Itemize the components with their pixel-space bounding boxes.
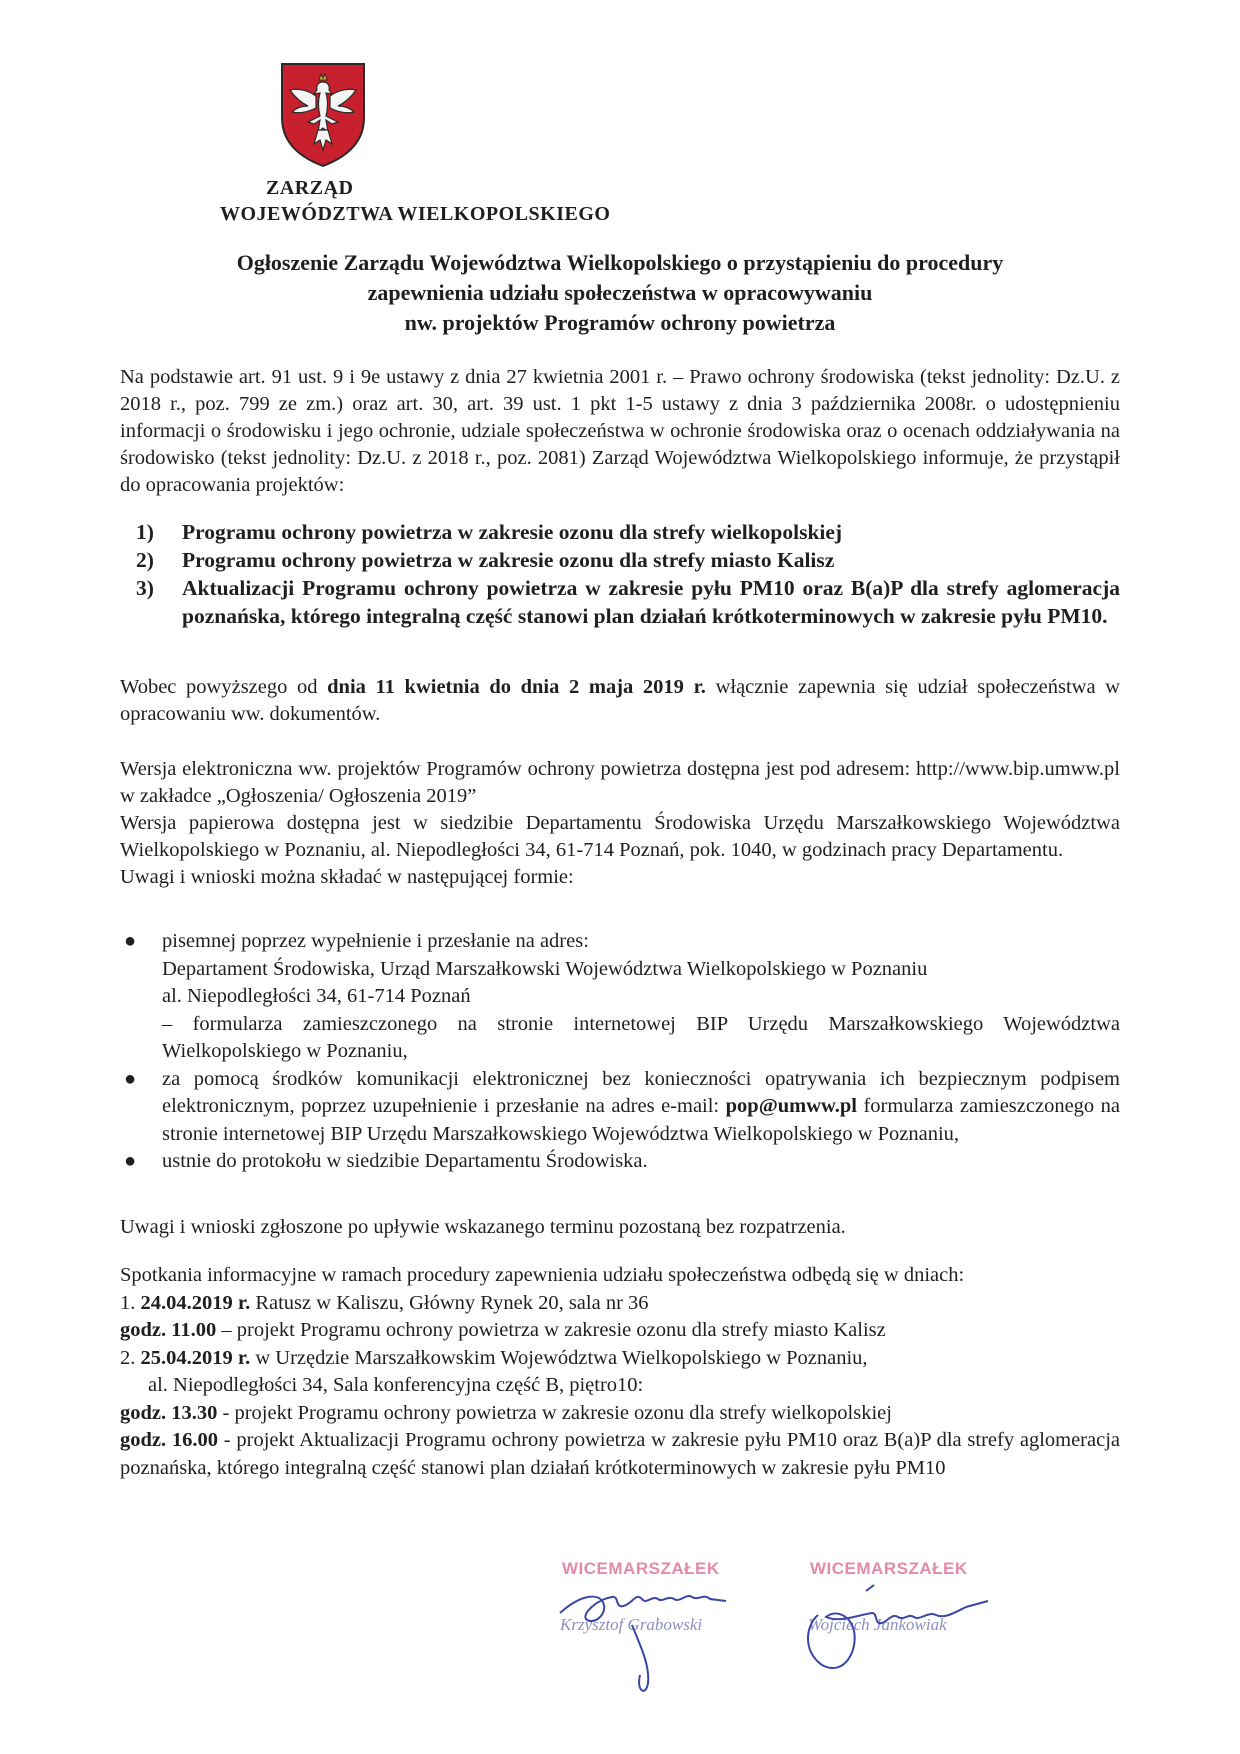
availability-block [120, 756, 1120, 891]
signature-role: WICEMARSZAŁEK [562, 1559, 720, 1578]
meeting-2-num: 2. [120, 1346, 136, 1369]
issuer-block [220, 175, 610, 227]
signature-name: Krzysztof Grabowski [560, 1615, 703, 1634]
meeting-2-time-2: godz. 16.00 [120, 1429, 219, 1451]
list-item [120, 1066, 1120, 1149]
meeting-1 [120, 1290, 1120, 1318]
signature-name: Wojciech Jankowiak [808, 1615, 947, 1634]
project-text: Aktualizacji Programu ochrony powietrza w zakresie pyłu PM10 oraz B(a)P dla strefy aglomeracja poznańska, którego integralną część stanowi plan działań krótkoterminowych w zakresie pyłu PM10. [182, 576, 1120, 628]
electronic-line-a: za pomocą środków komunikacji elektronicznej bez konieczności opatrywania ich bezpiecznym podpisem elektronicznym, poprzez uzupełnienie i przesłanie na adres e-mail: [162, 1067, 1120, 1117]
meeting-1-time: godz. 11.00 [120, 1319, 217, 1341]
paper-version-text: Wersja papierowa dostępna jest w siedzibie Departamentu Środowiska Urzędu Marszałkowskiego Województwa Wielkopolskiego w Poznaniu, al. Niepodległości 34, 61-714 Poznań, pok. 1040, w godzinach pracy Departamentu. [120, 812, 1120, 861]
late-submission-note: Uwagi i wnioski zgłoszone po upływie wskazanego terminu pozostaną bez rozpatrzenia. [120, 1216, 846, 1238]
projects-list [120, 518, 1120, 630]
written-line-c: al. Niepodległości 34, 61-714 Poznań [162, 985, 471, 1007]
title-line1: Ogłoszenie Zarządu Województwa Wielkopolskiego o przystąpieniu do procedury [236, 250, 1004, 275]
meeting-2-session-2 [120, 1427, 1120, 1482]
period-paragraph [120, 674, 1120, 728]
list-number: 2) [136, 548, 154, 572]
list-item [120, 1148, 1120, 1176]
channels-intro: Uwagi i wnioski można składać w następującej formie: [120, 866, 574, 888]
meeting-1-date: 24.04.2019 r. [140, 1291, 251, 1314]
meeting-2 [120, 1345, 1120, 1373]
written-line-a: pisemnej poprzez wypełnienie i przesłanie na adres: [162, 930, 589, 952]
meeting-2-place: w Urzędzie Marszałkowskim Województwa Wielkopolskiego w Poznaniu, [255, 1346, 868, 1369]
meeting-1-session [120, 1317, 1120, 1345]
meetings-block [120, 1262, 1120, 1482]
written-line-d: – formularza zamieszczonego na stronie internetowej BIP Urzędu Marszałkowskiego Województwa Wielkopolskiego w Poznaniu, [162, 1012, 1120, 1062]
bullet-icon: ● [124, 930, 137, 952]
issuer-line1: ZARZĄD [266, 177, 354, 199]
title-line2: zapewnienia udziału społeczeństwa w opracowywaniu [367, 280, 873, 305]
eagle-crest-icon [278, 60, 368, 168]
meeting-1-topic: – projekt Programu ochrony powietrza w zakresie ozonu dla strefy miasto Kalisz [221, 1319, 886, 1341]
meeting-1-place: Ratusz w Kaliszu, Główny Rynek 20, sala nr 36 [255, 1291, 649, 1314]
signature-block-right [788, 1555, 1028, 1705]
meetings-intro: Spotkania informacyjne w ramach procedury zapewnienia udziału społeczeństwa odbędą się w dniach: [120, 1264, 965, 1286]
email-address[interactable]: pop@umww.pl [725, 1095, 857, 1117]
list-item [120, 518, 1120, 546]
written-line-b: Departament Środowiska, Urząd Marszałkowski Województwa Wielkopolskiego w Poznaniu [162, 957, 928, 980]
bullet-icon: ● [124, 1067, 137, 1090]
electronic-line-b: formularza zamieszczonego na stronie internetowej BIP Urzędu Marszałkowskiego Województwa Wielkopolskiego w Poznaniu, [162, 1095, 1121, 1145]
announcement-title [170, 248, 1070, 338]
list-number: 3) [136, 576, 154, 600]
meeting-2-topic-1: - projekt Programu ochrony powietrza w zakresie ozonu dla strefy wielkopolskiej [222, 1401, 892, 1424]
project-text: Programu ochrony powietrza w zakresie ozonu dla strefy miasto Kalisz [182, 548, 835, 572]
list-item [120, 546, 1120, 574]
list-item [120, 928, 1120, 1066]
title-line3: nw. projektów Programów ochrony powietrza [404, 310, 836, 335]
meeting-2-date: 25.04.2019 r. [140, 1346, 251, 1369]
meeting-2-session-1 [120, 1400, 1120, 1428]
meeting-2-time-1: godz. 13.30 [120, 1401, 218, 1424]
handwritten-signature-icon [788, 1555, 1028, 1705]
signature-block-left [540, 1555, 780, 1705]
period-suffix: włącznie zapewnia się udział społeczeństwa w opracowaniu ww. dokumentów. [120, 676, 1121, 725]
project-text: Programu ochrony powietrza w zakresie ozonu dla strefy wielkopolskiej [182, 520, 843, 544]
oral-text: ustnie do protokołu w siedzibie Departamentu Środowiska. [162, 1150, 648, 1172]
period-dates: dnia 11 kwietnia do dnia 2 maja 2019 r. [327, 676, 706, 698]
issuer-line2: WOJEWÓDZTWA WIELKOPOLSKIEGO [220, 203, 611, 225]
handwritten-signature-icon [540, 1555, 780, 1705]
meeting-2-place2: al. Niepodległości 34, Sala konferencyjna część B, piętro10: [148, 1374, 644, 1396]
signature-role: WICEMARSZAŁEK [810, 1559, 968, 1578]
electronic-version-text: Wersja elektroniczna ww. projektów Programów ochrony powietrza dostępna jest pod adresem: http://www.bip.umww.pl w zakładce „Ogłoszenia/ Ogłoszenia 2019” [120, 758, 1120, 807]
list-number: 1) [136, 520, 154, 544]
meeting-2-topic-2: - projekt Aktualizacji Programu ochrony powietrza w zakresie pyłu PM10 oraz B(a)P dla strefy aglomeracja poznańska, którego integralną część stanowi plan działań krótkoterminowych w zakresie pyłu PM10 [120, 1429, 1120, 1479]
intro-paragraph: Na podstawie art. 91 ust. 9 i 9e ustawy z dnia 27 kwietnia 2001 r. – Prawo ochrony środowiska (tekst jednolity: Dz.U. z 2018 r., poz. 799 ze zm.) oraz art. 30, art. 39 ust. 1 pkt 1-5 ustawy z dnia 3 października 2008r. o udostępnieniu informacji o środowisku i jego ochronie, udziale społeczeństwa w ochronie środowiska oraz o ocenach oddziaływania na środowisko (tekst jednolity: Dz.U. z 2018 r., poz. 2081) Zarząd Województwa Wielkopolskiego informuje, że przystąpił do opracowania projektów: [120, 366, 1120, 496]
bullet-icon: ● [124, 1150, 137, 1172]
period-prefix: Wobec powyższego od [120, 676, 318, 698]
meeting-1-num: 1. [120, 1291, 136, 1314]
list-item [120, 574, 1120, 630]
submission-channels-list [120, 928, 1120, 1176]
